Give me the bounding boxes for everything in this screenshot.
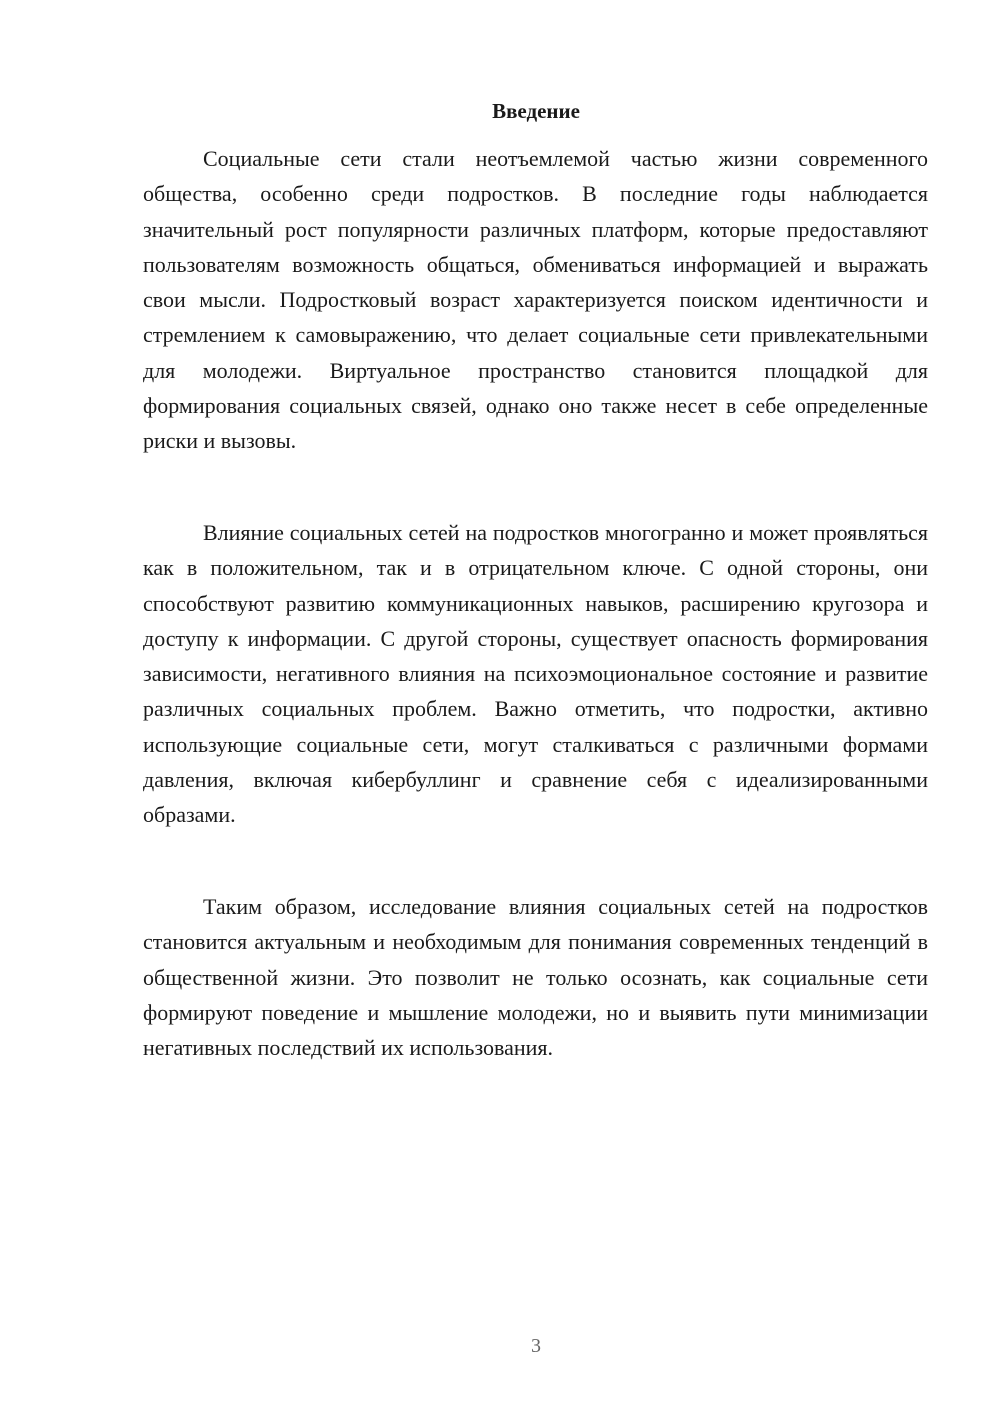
section-title: Введение: [492, 99, 580, 123]
paragraph-conclusion: Таким образом, исследование влияния социальных сетей на подростков становится актуальным и необходимым для понимания современных тенденций в общественной жизни. Это позволит не только осознать, как социальные сети формируют поведение и мышление молодежи, но и выявить пути минимизации негативных последствий их использования.: [143, 894, 928, 1061]
paragraph-influence: Влияние социальных сетей на подростков многогранно и может проявляться как в положительном, так и в отрицательном ключе. С одной стороны, они способствуют развитию коммуникационных навыков, расширению кругозора и доступу к информации. С другой стороны, существует опасность формирования зависимости, негативного влияния на психоэмоциональное состояние и развитие различных социальных проблем. Важно отметить, что подростки, активно использующие социальные сети, могут сталкиваться с различными формами давления, включая кибербуллинг и сравнение себя с идеализированными образами.: [143, 520, 928, 828]
page-number: 3: [531, 1335, 541, 1357]
paragraph-intro: Социальные сети стали неотъемлемой частью жизни современного общества, особенно среди подростков. В последние годы наблюдается значительный рост популярности различных платформ, которые предоставляют пользователям возможность общаться, обмениваться информацией и выражать свои мысли. Подростковый возраст характеризуется поиском идентичности и стремлением к самовыражению, что делает социальные сети привлекательными для молодежи. Виртуальное пространство становится площадкой для формирования социальных связей, однако оно также несет в себе определенные риски и вызовы.: [143, 146, 928, 454]
